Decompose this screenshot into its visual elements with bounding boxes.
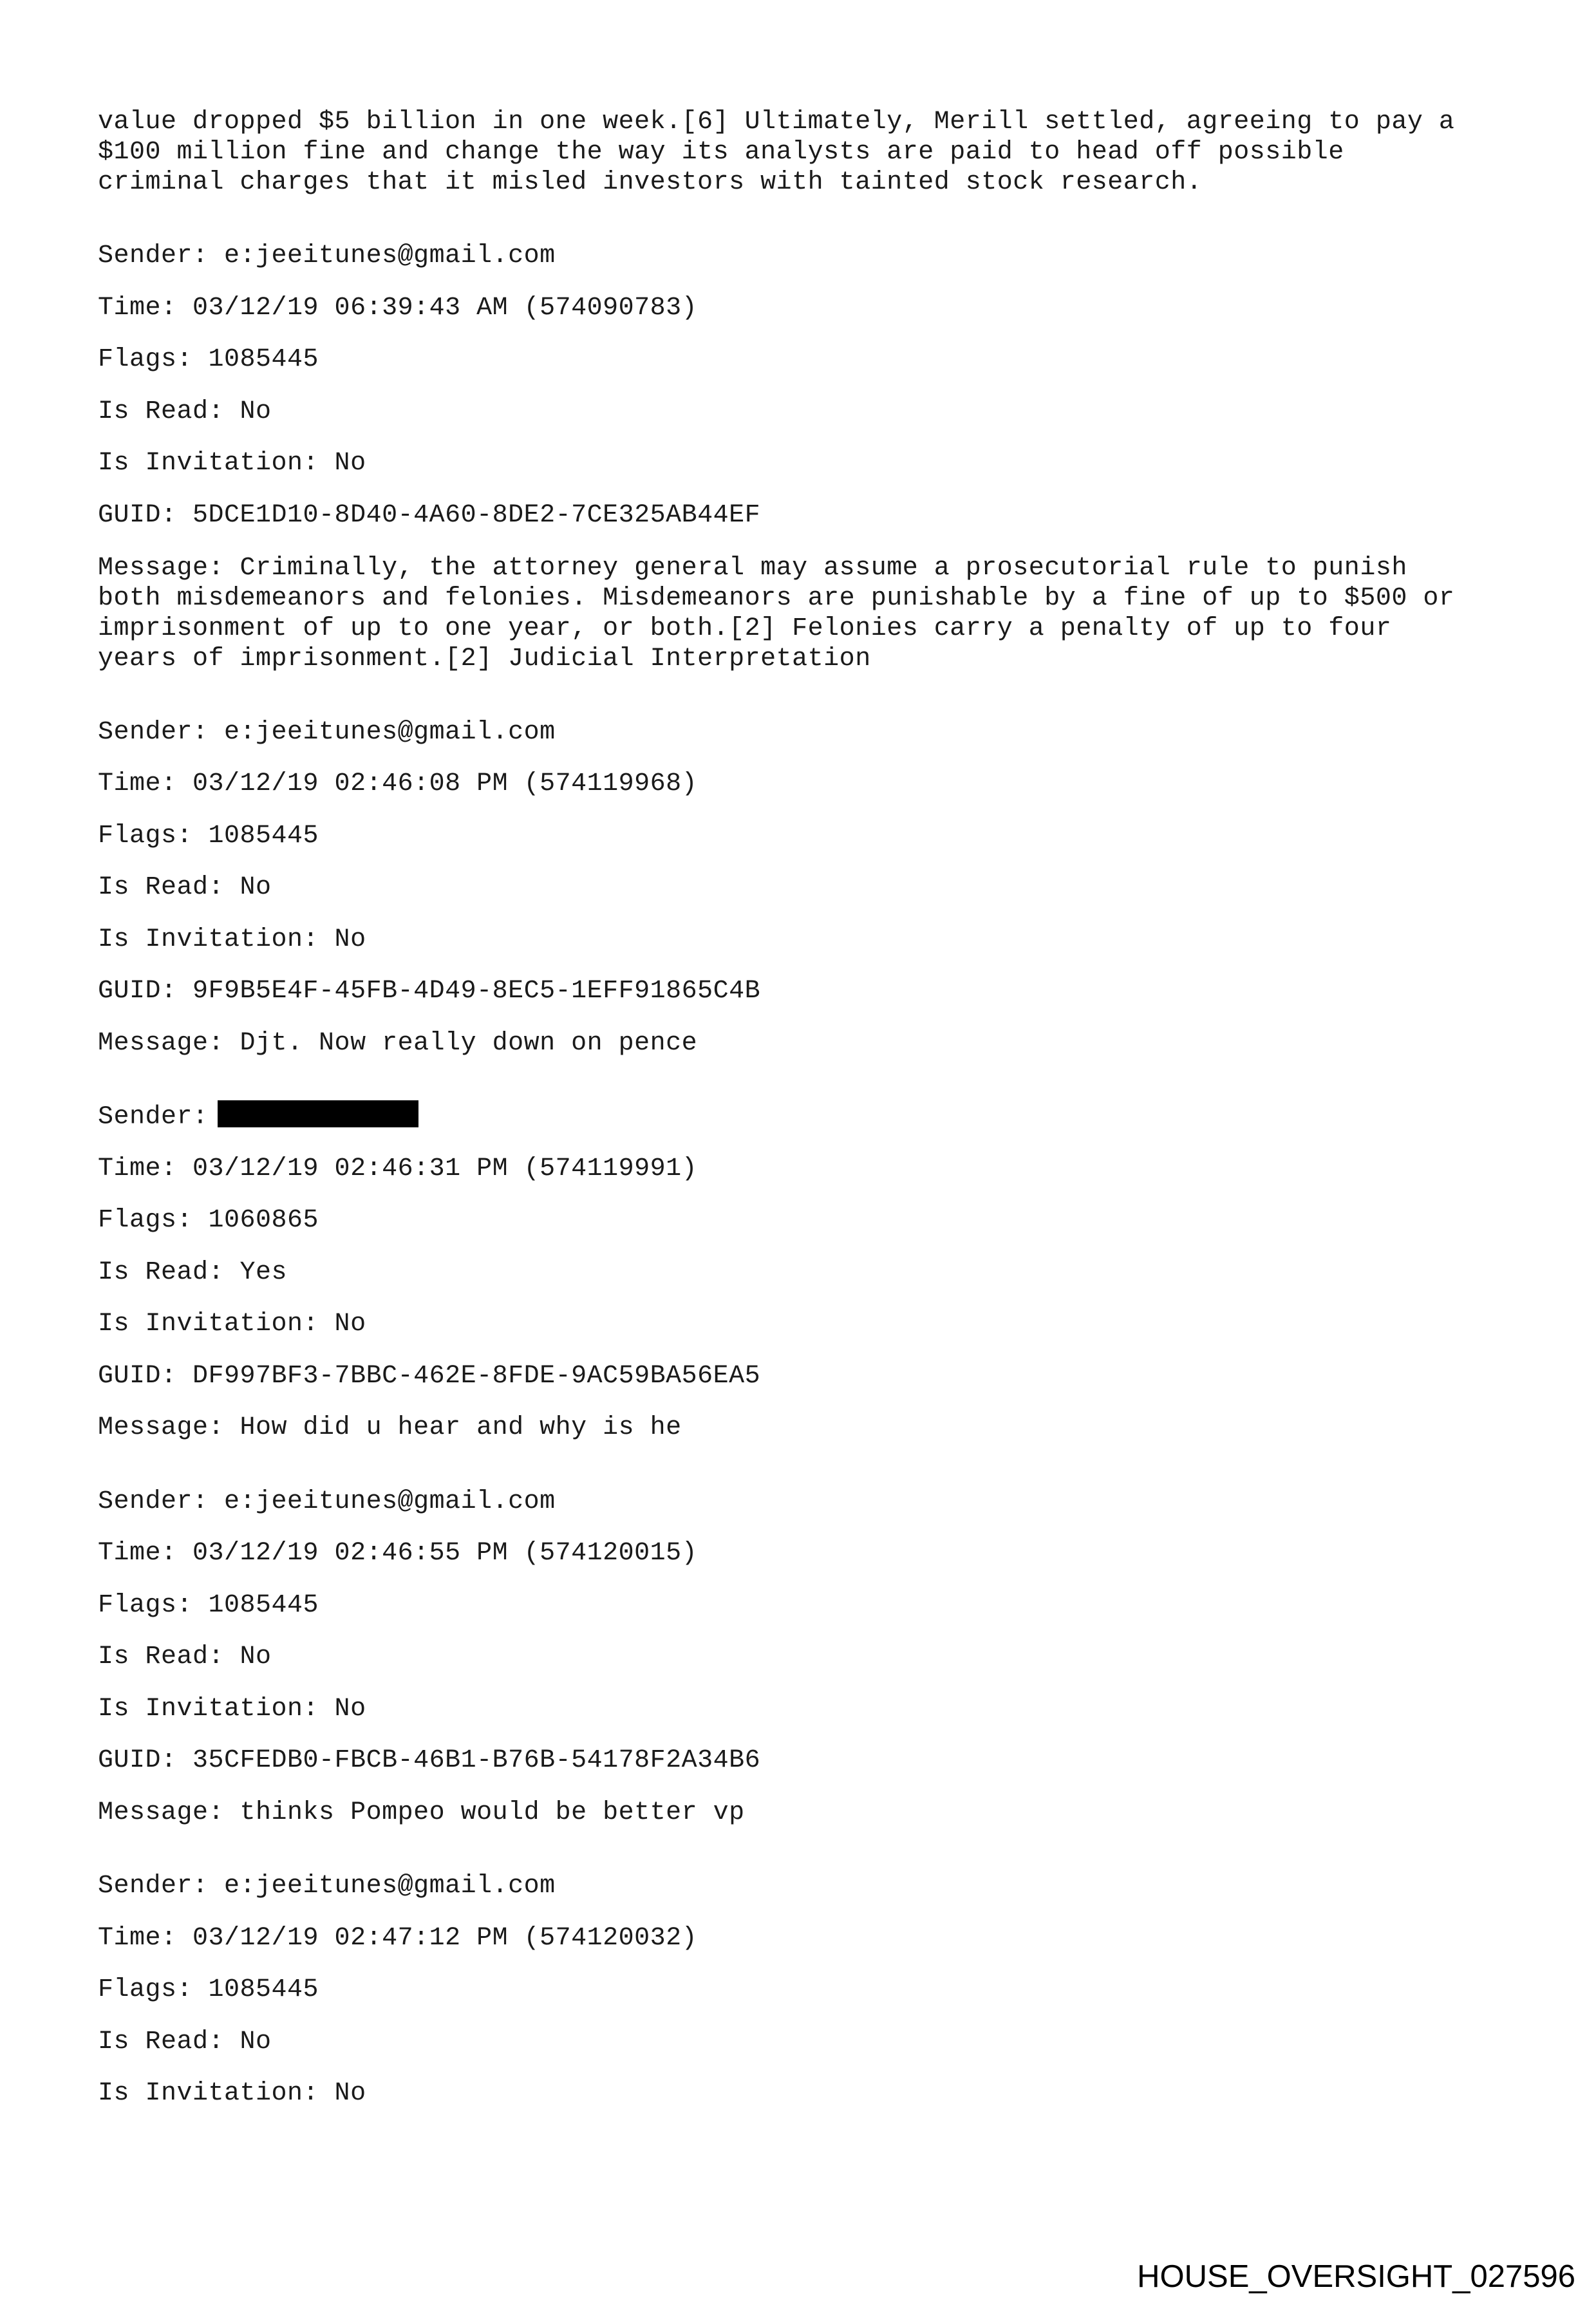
record-2-is-read: Is Read: No xyxy=(98,873,272,902)
record-2-message: Message: Djt. Now really down on pence xyxy=(98,1029,698,1058)
record-4-is-read: Is Read: No xyxy=(98,1642,272,1671)
record-3-sender xyxy=(98,1103,418,1132)
record-3-time: Time: 03/12/19 02:46:31 PM (574119991) xyxy=(98,1154,698,1183)
record-3-is-invitation: Is Invitation: No xyxy=(98,1310,366,1339)
record-4-message: Message: thinks Pompeo would be better vp xyxy=(98,1798,745,1827)
record-3-is-read: Is Read: Yes xyxy=(98,1258,288,1287)
record-3-message: Message: How did u hear and why is he xyxy=(98,1413,682,1442)
record-5-flags: Flags: 1085445 xyxy=(98,1975,319,2004)
record-4-guid: GUID: 35CFEDB0-FBCB-46B1-B76B-54178F2A34B6 xyxy=(98,1746,761,1775)
record-3-guid: GUID: DF997BF3-7BBC-462E-8FDE-9AC59BA56EA5 xyxy=(98,1362,761,1391)
redaction-block xyxy=(218,1100,418,1127)
record-1-sender: Sender: e:jeeitunes@gmail.com xyxy=(98,241,556,270)
record-2-guid: GUID: 9F9B5E4F-45FB-4D49-8EC5-1EFF91865C4B xyxy=(98,977,761,1006)
record-3-sender-label: Sender: xyxy=(98,1102,209,1132)
record-1-message: Message: Criminally, the attorney general may assume a prosecutorial rule to punish both misdemeanors and felonies. Misdemeanors are punishable by a fine of up to $500 or imprisonment of up to one year, or both.[2] Felonies carry a penalty of up to four years of imprisonment.[2] Judicial Interpretation xyxy=(98,554,1455,673)
record-1-flags: Flags: 1085445 xyxy=(98,345,319,374)
record-4-time: Time: 03/12/19 02:46:55 PM (574120015) xyxy=(98,1539,698,1568)
record-2-sender: Sender: e:jeeitunes@gmail.com xyxy=(98,718,556,747)
record-5-time: Time: 03/12/19 02:47:12 PM (574120032) xyxy=(98,1924,698,1953)
record-5-sender: Sender: e:jeeitunes@gmail.com xyxy=(98,1872,556,1901)
record-1-is-read: Is Read: No xyxy=(98,397,272,426)
record-2-flags: Flags: 1085445 xyxy=(98,822,319,851)
record-2-is-invitation: Is Invitation: No xyxy=(98,925,366,954)
record-4-sender: Sender: e:jeeitunes@gmail.com xyxy=(98,1487,556,1516)
record-5-is-invitation: Is Invitation: No xyxy=(98,2079,366,2108)
intro-paragraph: value dropped $5 billion in one week.[6] Ultimately, Merill settled, agreeing to pay a $100 million fine and change the way its analysts are paid to head off possible criminal charges that it misled investors with tainted stock research. xyxy=(98,108,1455,197)
record-1-guid: GUID: 5DCE1D10-8D40-4A60-8DE2-7CE325AB44EF xyxy=(98,501,761,530)
record-4-is-invitation: Is Invitation: No xyxy=(98,1695,366,1724)
bates-number: HOUSE_OVERSIGHT_027596 xyxy=(1137,2259,1575,2294)
record-1-time: Time: 03/12/19 06:39:43 AM (574090783) xyxy=(98,294,698,323)
record-4-flags: Flags: 1085445 xyxy=(98,1591,319,1620)
record-5-is-read: Is Read: No xyxy=(98,2027,272,2056)
record-1-is-invitation: Is Invitation: No xyxy=(98,449,366,478)
record-2-time: Time: 03/12/19 02:46:08 PM (574119968) xyxy=(98,769,698,798)
record-3-flags: Flags: 1060865 xyxy=(98,1206,319,1235)
